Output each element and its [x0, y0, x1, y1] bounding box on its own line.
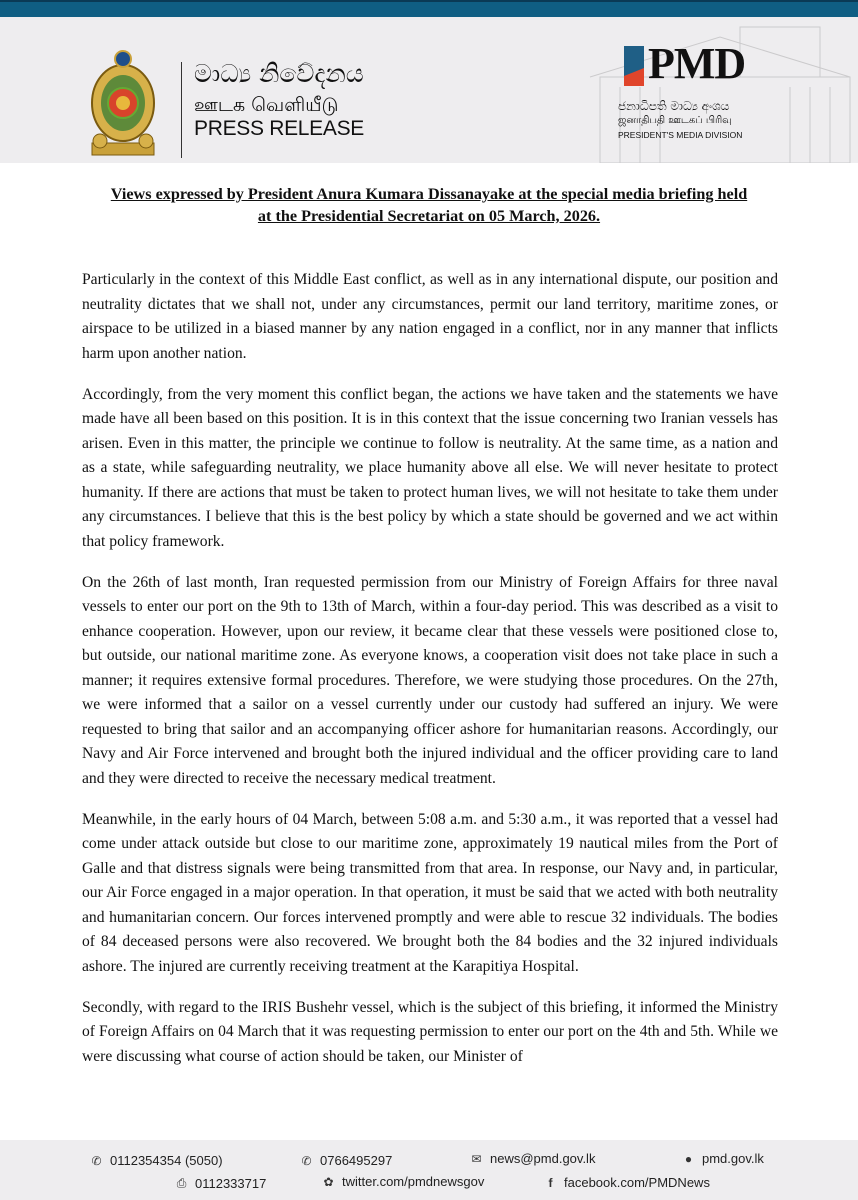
pmd-logo-mark	[624, 46, 644, 86]
document-title	[60, 183, 798, 227]
document-body	[82, 268, 778, 1086]
press-release-title: PRESS RELEASE	[194, 117, 365, 140]
pmd-sinhala: ජනාධිපති මාධ්‍ය අංශය	[618, 99, 730, 113]
header-banner	[0, 17, 858, 163]
twitter-contact[interactable]: ✿ twitter.com/pmdnewsgov	[323, 1174, 485, 1189]
pmd-logo: PMD	[648, 39, 746, 88]
facebook-contact[interactable]: f facebook.com/PMDNews	[544, 1175, 710, 1190]
email-contact[interactable]: ✉ news@pmd.gov.lk	[471, 1151, 596, 1166]
phone-contact: ✆ 0112354354 (5050)	[91, 1153, 223, 1168]
fax-contact: ⎙ 0112333717	[176, 1176, 267, 1191]
envelope-icon: ✉	[471, 1151, 482, 1166]
footer-contacts	[0, 1140, 858, 1200]
pmd-english: PRESIDENT'S MEDIA DIVISION	[618, 130, 743, 140]
fax-icon: ⎙	[176, 1176, 187, 1190]
sinhala-title: මාධ්‍ය නිවේදනය	[194, 59, 364, 88]
tamil-title: ஊடக வெளியீடு	[194, 94, 339, 116]
title-line: Views expressed by President Anura Kumara Dissanayake at the special media briefing held	[110, 185, 748, 203]
paragraph: Particularly in the context of this Middle East conflict, as well as in any international dispute, our position and neutrality dictates that we shall not, under any circumstances, permit our land territory, maritime zones, or airspace to be utilized in a biased manner by any nation engaged in a conflict, nor in any manner that inflicts harm upon another nation.	[82, 271, 778, 362]
twitter-icon: ✿	[323, 1174, 334, 1189]
title-line: at the Presidential Secretariat on 05 March, 2026.	[257, 207, 601, 225]
paragraph: Meanwhile, in the early hours of 04 March, between 5:08 a.m. and 5:30 a.m., it was reported that a vessel had come under attack outside but close to our maritime zone, approximately 19 nautical miles from the Port of Galle and that distress signals were being transmitted from that area. In response, our Navy and, in particular, our Air Force engaged in a major operation. In that operation, it must be said that we acted with both neutrality and humanitarian concern. Our forces intervened promptly and were able to rescue 32 individuals. The bodies of 84 deceased persons were also recovered. We brought both the 84 bodies and the 32 injured individuals ashore. The injured are currently receiving treatment at the Karapitiya Hospital.	[82, 810, 778, 975]
top-bar	[0, 0, 858, 17]
paragraph: Accordingly, from the very moment this conflict began, the actions we have taken and the statements we have made have all been based on this position. It is in this context that the issue concerning two Iranian vessels has arisen. Even in this matter, the principle we continue to follow is neutrality. At the same time, as a nation and as a state, while safeguarding neutrality, we place humanity above all else. We will never hesitate to protect humanity. If there are actions that must be taken to protect human lives, we will not hesitate to take them under any circumstances. I believe that this is the best policy by which a state should be governed and we act within that policy framework.	[82, 385, 778, 550]
mobile-contact: ✆ 0766495297	[301, 1153, 393, 1168]
sri-lanka-emblem	[90, 45, 156, 157]
paragraph: On the 26th of last month, Iran requested permission from our Ministry of Foreign Affairs for three naval vessels to enter our port on the 9th to 13th of March, within a four-day period. This was described as a visit to enhance cooperation. However, upon our review, it became clear that these vessels were positioned close to, but outside, our national maritime zone. As everyone knows, a cooperation visit does not take place in such a manner; it requires extensive formal procedures. Therefore, we were studying those procedures. On the 27th, we were informed that a sailor on a vessel currently under our custody had suffered an injury. We were requested to bring that sailor and an accompanying officer ashore for humanitarian reasons. Accordingly, our Navy and Air Force intervened and brought both the injured individual and the officer providing care to land and they were directed to receive the necessary medical treatment.	[82, 573, 778, 787]
header-divider	[181, 62, 182, 158]
pmd-tamil: ஜனாதிபதி ஊடகப் பிரிவு	[618, 115, 732, 126]
phone-icon: ✆	[91, 1153, 102, 1168]
phone-icon: ✆	[301, 1153, 312, 1168]
facebook-icon: f	[548, 1175, 553, 1190]
paragraph: Secondly, with regard to the IRIS Bushehr vessel, which is the subject of this briefing, it informed the Ministry of Foreign Affairs on 04 March that it was requesting permission to enter our port on the 4th and 5th. While we were discussing what course of action should be taken, our Minister of	[82, 998, 778, 1065]
website-contact[interactable]: ● pmd.gov.lk	[682, 1151, 764, 1166]
globe-icon: ●	[684, 1151, 693, 1166]
